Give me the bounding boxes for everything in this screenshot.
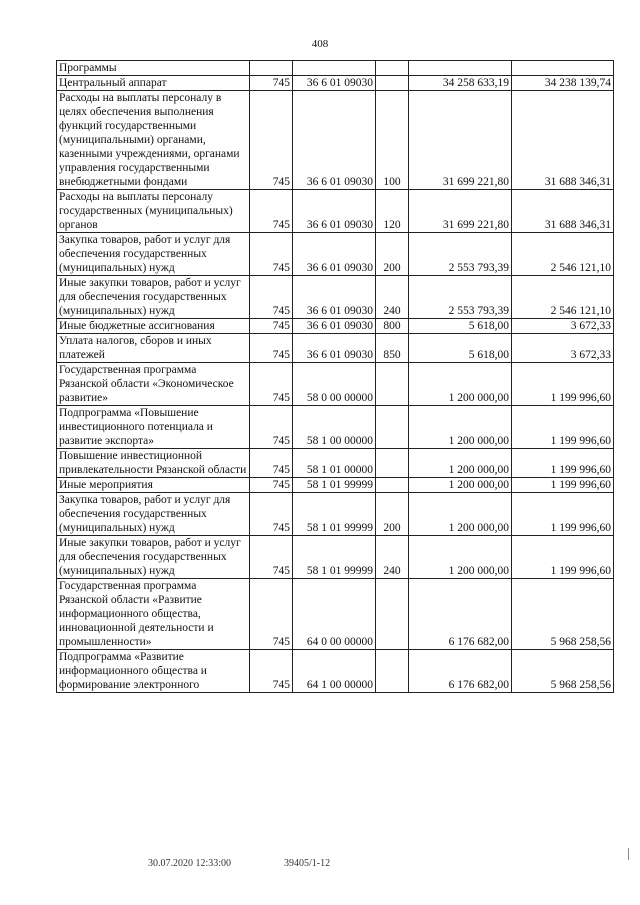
row-amount-planned: 31 699 221,80 [409, 91, 512, 190]
row-grbs-code: 745 [250, 334, 293, 363]
row-amount-planned [409, 61, 512, 76]
row-amount-planned: 1 200 000,00 [409, 406, 512, 449]
row-target-article: 64 0 00 00000 [293, 579, 376, 650]
table-row [57, 650, 614, 693]
row-expense-type: 800 [376, 319, 409, 334]
row-grbs-code: 745 [250, 449, 293, 478]
row-grbs-code: 745 [250, 233, 293, 276]
row-amount-planned: 31 699 221,80 [409, 190, 512, 233]
row-name: Программы [57, 61, 250, 76]
table-row [57, 276, 614, 319]
row-grbs-code: 745 [250, 406, 293, 449]
row-amount-executed: 31 688 346,31 [512, 190, 614, 233]
row-expense-type [376, 61, 409, 76]
table-row [57, 363, 614, 406]
row-target-article: 58 0 00 00000 [293, 363, 376, 406]
row-amount-planned: 1 200 000,00 [409, 478, 512, 493]
row-amount-executed: 1 199 996,60 [512, 406, 614, 449]
row-grbs-code: 745 [250, 579, 293, 650]
row-amount-planned: 6 176 682,00 [409, 650, 512, 693]
row-target-article: 36 6 01 09030 [293, 276, 376, 319]
table-row [57, 334, 614, 363]
row-expense-type [376, 76, 409, 91]
row-amount-planned: 34 258 633,19 [409, 76, 512, 91]
row-amount-planned: 1 200 000,00 [409, 493, 512, 536]
row-amount-planned: 1 200 000,00 [409, 363, 512, 406]
row-grbs-code: 745 [250, 363, 293, 406]
row-amount-planned: 1 200 000,00 [409, 449, 512, 478]
row-expense-type: 850 [376, 334, 409, 363]
row-name: Подпрограмма «Повышение инвестиционного потенциала и развитие экспорта» [57, 406, 250, 449]
table-row [57, 91, 614, 190]
row-expense-type: 100 [376, 91, 409, 190]
row-amount-executed: 5 968 258,56 [512, 579, 614, 650]
table-row [57, 233, 614, 276]
row-grbs-code: 745 [250, 91, 293, 190]
row-target-article: 58 1 01 99999 [293, 493, 376, 536]
row-name: Закупка товаров, работ и услуг для обеспечения государственных (муниципальных) нужд [57, 493, 250, 536]
row-grbs-code: 745 [250, 650, 293, 693]
row-expense-type [376, 478, 409, 493]
row-expense-type: 240 [376, 536, 409, 579]
row-name: Иные бюджетные ассигнования [57, 319, 250, 334]
table-row [57, 76, 614, 91]
table-row [57, 536, 614, 579]
row-target-article [293, 61, 376, 76]
row-grbs-code: 745 [250, 478, 293, 493]
row-target-article: 58 1 01 99999 [293, 478, 376, 493]
row-name: Закупка товаров, работ и услуг для обеспечения государственных (муниципальных) нужд [57, 233, 250, 276]
row-amount-executed: 34 238 139,74 [512, 76, 614, 91]
row-grbs-code: 745 [250, 276, 293, 319]
footer-datetime: 30.07.2020 12:33:00 [148, 858, 232, 869]
row-target-article: 58 1 01 00000 [293, 449, 376, 478]
row-amount-executed: 2 546 121,10 [512, 276, 614, 319]
row-grbs-code [250, 61, 293, 76]
row-amount-executed: 1 199 996,60 [512, 449, 614, 478]
row-amount-executed [512, 61, 614, 76]
row-name: Подпрограмма «Развитие информационного общества и формирование электронного [57, 650, 250, 693]
table-row [57, 190, 614, 233]
row-expense-type [376, 449, 409, 478]
row-amount-executed: 31 688 346,31 [512, 91, 614, 190]
row-amount-planned: 5 618,00 [409, 334, 512, 363]
row-amount-executed: 3 672,33 [512, 319, 614, 334]
table-row [57, 319, 614, 334]
row-target-article: 36 6 01 09030 [293, 334, 376, 363]
row-name: Центральный аппарат [57, 76, 250, 91]
row-amount-executed: 5 968 258,56 [512, 650, 614, 693]
page-edge-mark [628, 848, 629, 860]
row-target-article: 58 1 01 99999 [293, 536, 376, 579]
row-grbs-code: 745 [250, 493, 293, 536]
row-grbs-code: 745 [250, 190, 293, 233]
row-amount-planned: 1 200 000,00 [409, 536, 512, 579]
row-expense-type: 120 [376, 190, 409, 233]
table-row [57, 449, 614, 478]
row-expense-type: 200 [376, 493, 409, 536]
table-row [57, 406, 614, 449]
row-grbs-code: 745 [250, 536, 293, 579]
row-expense-type [376, 650, 409, 693]
row-name: Иные мероприятия [57, 478, 250, 493]
row-amount-executed: 1 199 996,60 [512, 363, 614, 406]
table-row [57, 61, 614, 76]
row-amount-planned: 2 553 793,39 [409, 233, 512, 276]
row-name: Государственная программа Рязанской области «Развитие информационного общества, инновационной деятельности и промышленности» [57, 579, 250, 650]
row-name: Повышение инвестиционной привлекательности Рязанской области [57, 449, 250, 478]
row-name: Расходы на выплаты персоналу государственных (муниципальных) органов [57, 190, 250, 233]
row-name: Уплата налогов, сборов и иных платежей [57, 334, 250, 363]
row-target-article: 36 6 01 09030 [293, 190, 376, 233]
row-expense-type [376, 363, 409, 406]
row-expense-type [376, 406, 409, 449]
row-name: Расходы на выплаты персоналу в целях обеспечения выполнения функций государственными (муниципальными) органами, казенными учреждениями, органами управления государственными внебюджетными фондами [57, 91, 250, 190]
row-expense-type [376, 579, 409, 650]
row-amount-planned: 2 553 793,39 [409, 276, 512, 319]
row-amount-executed: 3 672,33 [512, 334, 614, 363]
row-target-article: 64 1 00 00000 [293, 650, 376, 693]
row-amount-executed: 1 199 996,60 [512, 536, 614, 579]
row-amount-executed: 2 546 121,10 [512, 233, 614, 276]
row-amount-planned: 5 618,00 [409, 319, 512, 334]
row-name: Иные закупки товаров, работ и услуг для обеспечения государственных (муниципальных) нужд [57, 536, 250, 579]
row-target-article: 36 6 01 09030 [293, 233, 376, 276]
row-amount-executed: 1 199 996,60 [512, 493, 614, 536]
row-grbs-code: 745 [250, 76, 293, 91]
table-row [57, 478, 614, 493]
page-number: 408 [311, 38, 329, 50]
row-amount-executed: 1 199 996,60 [512, 478, 614, 493]
row-target-article: 58 1 00 00000 [293, 406, 376, 449]
row-amount-planned: 6 176 682,00 [409, 579, 512, 650]
row-expense-type: 240 [376, 276, 409, 319]
row-target-article: 36 6 01 09030 [293, 76, 376, 91]
row-name: Иные закупки товаров, работ и услуг для обеспечения государственных (муниципальных) нужд [57, 276, 250, 319]
footer-doc-code: 39405/1-12 [284, 858, 331, 869]
table-row [57, 493, 614, 536]
row-name: Государственная программа Рязанской области «Экономическое развитие» [57, 363, 250, 406]
table-row [57, 579, 614, 650]
row-grbs-code: 745 [250, 319, 293, 334]
row-target-article: 36 6 01 09030 [293, 319, 376, 334]
budget-table [56, 60, 614, 693]
row-target-article: 36 6 01 09030 [293, 91, 376, 190]
row-expense-type: 200 [376, 233, 409, 276]
